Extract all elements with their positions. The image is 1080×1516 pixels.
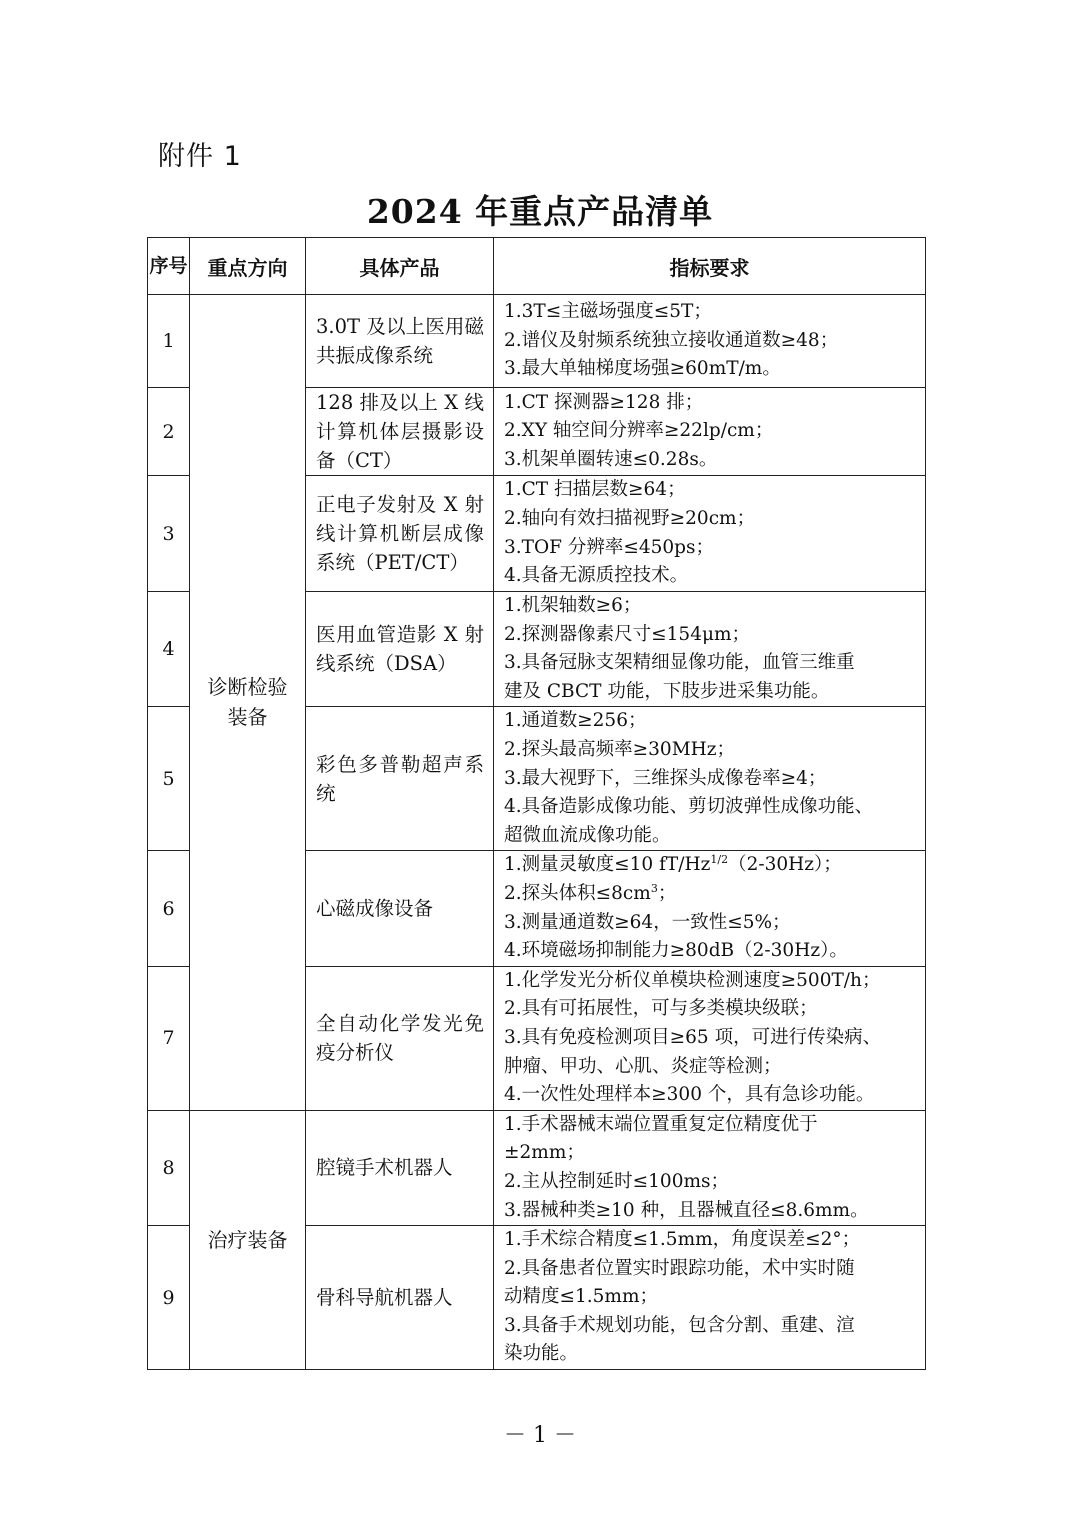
spec-line: 1.手术综合精度≤1.5mm，角度误差≤2°； bbox=[504, 1229, 861, 1251]
header-requirements: 指标要求 bbox=[494, 238, 926, 295]
spec-cell bbox=[494, 851, 926, 966]
direction-cell bbox=[190, 1110, 306, 1369]
page-number: － 1 － bbox=[504, 1423, 576, 1448]
spec-line: 超微血流成像功能。 bbox=[504, 824, 671, 846]
row-number: 8 bbox=[148, 1110, 190, 1225]
spec-line: 1.机架轴数≥6； bbox=[504, 595, 642, 616]
spec-cell bbox=[494, 1226, 926, 1370]
product-cell: 彩色多普勒超声系统 bbox=[306, 707, 494, 851]
spec-line: 1.通道数≥256； bbox=[504, 710, 647, 732]
spec-line: 3.TOF 分辨率≤450ps； bbox=[504, 536, 715, 558]
spec-cell bbox=[494, 476, 926, 592]
spec-line: 3.具有免疫检测项目≥65 项，可进行传染病、 bbox=[504, 1026, 882, 1048]
spec-cell bbox=[494, 966, 926, 1110]
spec-line: 3.器械种类≥10 种，且器械直径≤8.6mm。 bbox=[504, 1199, 869, 1221]
spec-line: 1.CT 探测器≥128 排； bbox=[504, 391, 704, 413]
table-header-row bbox=[148, 238, 926, 295]
spec-cell bbox=[494, 592, 926, 707]
row-number: 3 bbox=[148, 476, 190, 592]
row-number: 2 bbox=[148, 388, 190, 476]
header-product: 具体产品 bbox=[306, 238, 494, 295]
row-number: 5 bbox=[148, 707, 190, 851]
attachment-label: 附件 1 bbox=[158, 141, 242, 172]
spec-line: 染功能。 bbox=[504, 1343, 579, 1365]
header-seq: 序号 bbox=[148, 238, 190, 295]
spec-line: 3.最大单轴梯度场强≥60mT/m。 bbox=[504, 358, 781, 380]
direction-label: 诊断检验装备 bbox=[207, 675, 288, 730]
direction-label: 治疗装备 bbox=[207, 1227, 288, 1252]
product-table bbox=[147, 237, 926, 1370]
product-cell: 心磁成像设备 bbox=[306, 851, 494, 966]
spec-line: 2.探头体积$\le 8cm^3$； bbox=[504, 881, 677, 904]
spec-line: 3.具备手术规划功能，包含分割、重建、渲 bbox=[504, 1314, 855, 1336]
spec-line: 2.轴向有效扫描视野≥20cm； bbox=[504, 507, 756, 529]
spec-line: 动精度≤1.5mm； bbox=[504, 1286, 659, 1308]
spec-line: 4.具备造影成像功能、剪切波弹性成像功能、 bbox=[504, 796, 874, 818]
spec-line: 4.环境磁场抑制能力≥80dB（2-30Hz）。 bbox=[504, 940, 848, 962]
spec-line: 建及 CBCT 功能，下肢步进采集功能。 bbox=[504, 680, 830, 702]
spec-cell bbox=[494, 295, 926, 388]
spec-line: 2.探测器像素尺寸≤154μm； bbox=[504, 623, 751, 645]
spec-line: 4.具备无源质控技术。 bbox=[504, 565, 689, 587]
spec-cell bbox=[494, 707, 926, 851]
spec-line: 3.机架单圈转速≤0.28s。 bbox=[504, 448, 718, 470]
row-number: 9 bbox=[148, 1226, 190, 1370]
product-cell: 正电子发射及 X 射线计算机断层成像系统（PET/CT） bbox=[306, 476, 494, 592]
spec-line: 2.谱仪及射频系统独立接收通道数≥48； bbox=[504, 329, 839, 351]
direction-cell bbox=[190, 295, 306, 1111]
row-number: 6 bbox=[148, 851, 190, 966]
product-cell: 骨科导航机器人 bbox=[306, 1226, 494, 1370]
table-row bbox=[148, 1110, 926, 1225]
product-cell: 医用血管造影 X 射线系统（DSA） bbox=[306, 592, 494, 707]
spec-line: 1.CT 扫描层数≥64； bbox=[504, 479, 686, 501]
row-number: 4 bbox=[148, 592, 190, 707]
row-number: 1 bbox=[148, 295, 190, 388]
spec-line: 2.XY 轴空间分辨率≥22lp/cm； bbox=[504, 420, 774, 442]
spec-line: 1.化学发光分析仪单模块检测速度≥500T/h； bbox=[504, 969, 881, 991]
spec-line: 2.主从控制延时≤100ms； bbox=[504, 1170, 729, 1192]
spec-line: 3.测量通道数≥64，一致性≤5%； bbox=[504, 911, 791, 933]
spec-line: 1.手术器械末端位置重复定位精度优于 bbox=[504, 1113, 818, 1135]
spec-cell bbox=[494, 1110, 926, 1225]
product-cell: 128 排及以上 X 线计算机体层摄影设备（CT） bbox=[306, 388, 494, 476]
product-cell: 3.0T 及以上医用磁共振成像系统 bbox=[306, 295, 494, 388]
spec-line: 1.测量灵敏度≤10 $fT/Hz^{1/2}(2-30Hz)$； bbox=[504, 853, 842, 876]
table-row bbox=[148, 295, 926, 388]
document-title: 2024 年重点产品清单 bbox=[366, 192, 714, 231]
spec-line: 1.3T≤主磁场强度≤5T； bbox=[504, 301, 712, 323]
header-direction: 重点方向 bbox=[190, 238, 306, 295]
spec-line: 2.具有可拓展性，可与多类模块级联； bbox=[504, 998, 818, 1020]
spec-line: 4.一次性处理样本≥300 个，具有急诊功能。 bbox=[504, 1084, 875, 1106]
product-cell: 全自动化学发光免疫分析仪 bbox=[306, 966, 494, 1110]
spec-line: ±2mm； bbox=[504, 1142, 585, 1164]
spec-line: 3.具备冠脉支架精细显像功能，血管三维重 bbox=[504, 652, 855, 674]
spec-line: 3.最大视野下，三维探头成像卷率≥4； bbox=[504, 767, 827, 789]
spec-line: 2.探头最高频率≥30MHz； bbox=[504, 738, 736, 760]
spec-line: 肿瘤、甲功、心肌、炎症等检测； bbox=[504, 1055, 782, 1077]
spec-cell bbox=[494, 388, 926, 476]
product-cell: 腔镜手术机器人 bbox=[306, 1110, 494, 1225]
spec-line: 2.具备患者位置实时跟踪功能，术中实时随 bbox=[504, 1257, 855, 1279]
row-number: 7 bbox=[148, 966, 190, 1110]
